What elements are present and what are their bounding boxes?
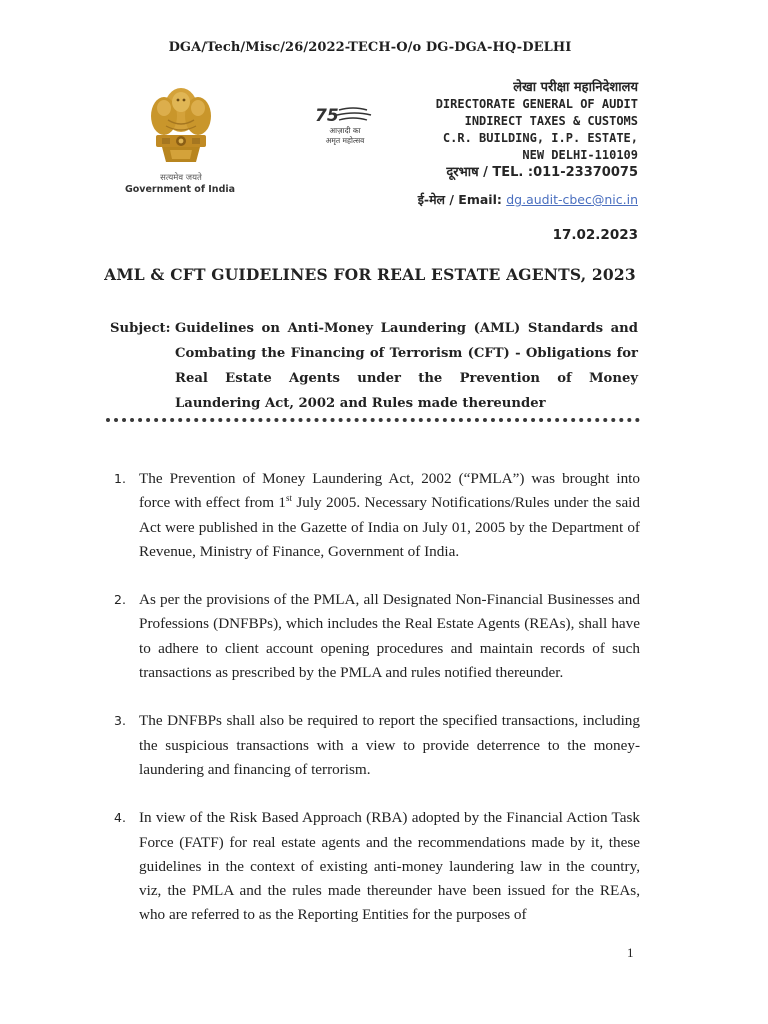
paragraph-text-cont: July 2005. Necessary Notifications/Rules under the said Act were published in the Gazette of India on July 01, 2005 by the Department of Revenue, Ministry of Finance, Government of India. <box>139 494 640 560</box>
emblem-motto: सत्यमेव जयते <box>160 173 202 183</box>
dotted-divider <box>106 418 640 422</box>
paragraph-number: 4. <box>114 810 126 826</box>
subject-block <box>110 316 638 416</box>
national-emblem-icon <box>140 80 222 188</box>
azadi-logo-line-1: आज़ादी का <box>329 126 361 135</box>
subject-text: Guidelines on Anti-Money Laundering (AML) Standards and Combating the Financing of Terrorism (CFT) - Obligations for Real Estate Agents under the Prevention of Money Laundering Act, 2002 and Rules made thereunder <box>175 321 638 411</box>
office-name-hindi: लेखा परीक्षा महानिदेशालय <box>513 80 638 95</box>
paragraph-2 <box>114 588 640 685</box>
paragraph-number: 2. <box>114 592 126 608</box>
paragraph-text: As per the provisions of the PMLA, all Designated Non-Financial Businesses and Professions (DNFBPs), which includes the Real Estate Agents (REAs), shall have to adhere to client account opening procedures and maintain records of such transactions as prescribed by the PMLA and rules notified thereunder. <box>139 591 640 682</box>
emblem-caption: Government of India <box>124 184 236 195</box>
reference-number: DGA/Tech/Misc/26/2022-TECH-O/o DG-DGA-HQ-DELHI <box>168 40 572 55</box>
office-line-department: INDIRECT TAXES & CUSTOMS <box>464 114 638 128</box>
paragraph-text: The DNFBPs shall also be required to report the specified transactions, including the suspicious transactions with a view to provide deterrence to the money-laundering and financing of terrorism. <box>139 712 640 778</box>
office-line-building: C.R. BUILDING, I.P. ESTATE, <box>442 131 638 145</box>
paragraph-list <box>114 467 640 952</box>
paragraph-number: 1. <box>114 471 126 486</box>
azadi-logo-line-2: अमृत महोत्सव <box>325 136 365 145</box>
page-number: 1 <box>627 945 634 960</box>
paragraph-text: In view of the Risk Based Approach (RBA) adopted by the Financial Action Task Force (FATF) for real estate agents and the recommendations made by it, these guidelines in the context of existing anti-money laundering law in the country, viz, the PMLA and the rules made thereunder have been issued for the REAs, who are referred to as the Reporting Entities for the purposes of <box>139 809 640 924</box>
office-line-city: NEW DELHI-110109 <box>522 148 638 162</box>
document-title: AML & CFT GUIDELINES FOR REAL ESTATE AGENTS, 2023 <box>104 265 636 284</box>
paragraph-text: The Prevention of Money Laundering Act, 2002 (“PMLA”) was brought into force with effect from 1 <box>139 470 640 512</box>
subject-label: Subject: <box>110 321 171 336</box>
ordinal-suffix: st <box>285 493 292 504</box>
email-label: ई-मेल / Email: <box>417 192 502 207</box>
office-telephone: दूरभाष / TEL. :011-23370075 <box>446 165 638 180</box>
document-date: 17.02.2023 <box>552 227 638 243</box>
office-line-directorate: DIRECTORATE GENERAL OF AUDIT <box>435 97 638 111</box>
paragraph-1 <box>114 467 640 564</box>
paragraph-4 <box>114 806 640 927</box>
email-link[interactable]: dg.audit-cbec@nic.in <box>506 192 638 207</box>
office-address-block <box>436 79 638 181</box>
svg-text:75: 75 <box>315 106 339 126</box>
azadi-ka-amrit-mahotsav-logo-icon <box>305 104 385 148</box>
paragraph-number: 3. <box>114 713 126 729</box>
email-line <box>418 191 638 208</box>
paragraph-3 <box>114 709 640 782</box>
